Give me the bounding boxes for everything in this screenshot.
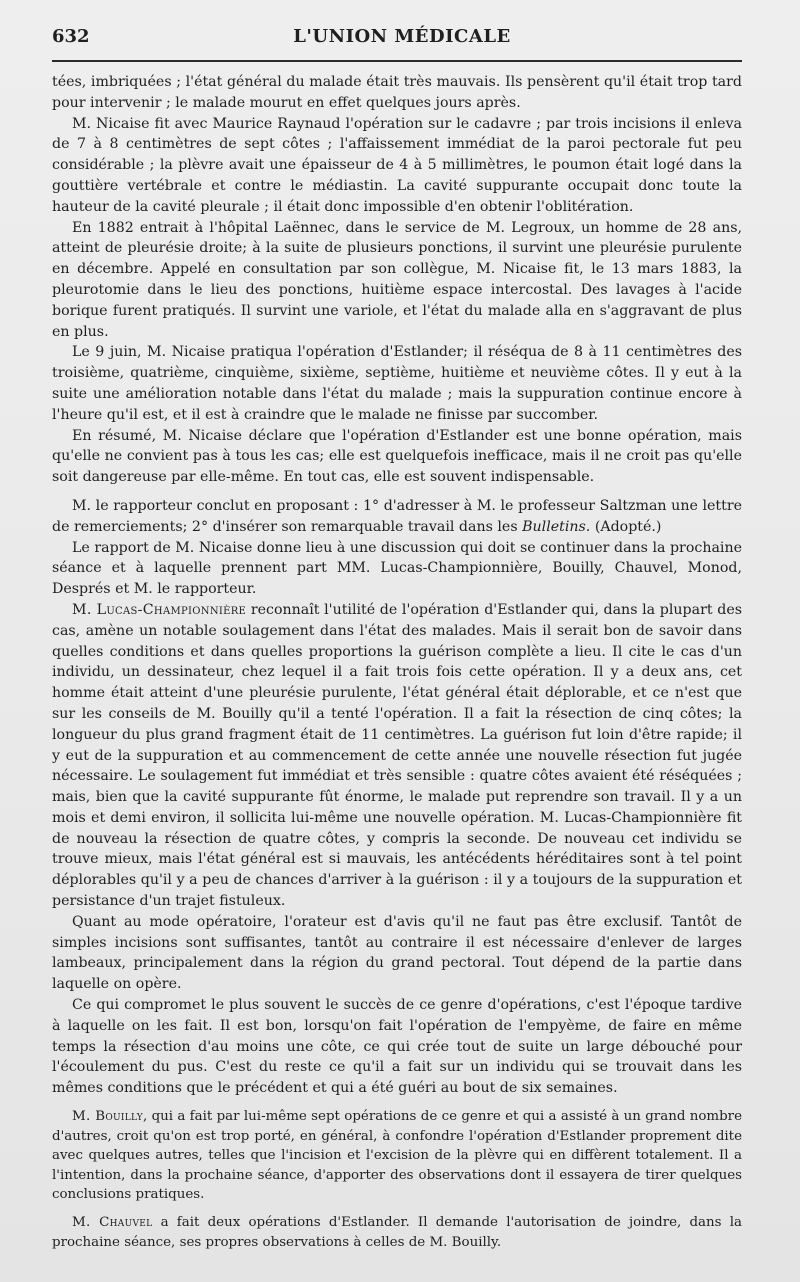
paragraph-12-text: a fait deux opérations d'Estlander. Il demande l'autorisation de joindre, dans la prochaine séance, ses propres observations à celles de M. Bouilly. [52,1215,743,1250]
paragraph-6 [52,496,742,538]
paragraph-8-text: reconnaît l'utilité de l'opération d'Estlander qui, dans la plupart des cas, amène un notable soulagement dans l'état des malades. Mais il serait bon de savoir dans quelles conditions et dans quelles proportions la guérison complète a lieu. Il cite le cas d'un individu, un dessinateur, chez lequel il a fait trois fois cette opération. Il y a deux ans, cet homme était atteint d'une pleurésie purulente, l'état général était déplorable, et ce n'est que sur les conseils de M. Bouilly qu'il a tenté l'opération. Il a fait la résection de cinq côtes; la longueur du plus grand fragment était de 11 centimètres. La guérison fut loin d'être rapide; il y eut de la suppuration et au commencement de cette année une nouvelle résection fut jugée nécessaire. Le soulagement fut immédiat et très sensible : quatre côtes avaient été réséquées ; mais, bien que la cavité suppurante fût énorme, le malade put reprendre son travail. Il y a un mois et demi environ, il sollicita lui-même une nouvelle opération. M. Lucas-Championnière fit de nouveau la résection de quatre côtes, y compris la seconde. De nouveau cet individu se trouve mieux, mais l'état général est si mauvais, les antécédents héréditaires sont à tel point déplorables qu'il y a peu de chances d'arriver à la guérison : il y a toujours de la suppuration et persistance d'un trajet fistuleux. [52,601,742,910]
article-body [52,72,742,1099]
paragraph-5: En résumé, M. Nicaise déclare que l'opération d'Estlander est une bonne opération, mais qu'elle ne convient pas à tous les cas; elle est quelquefois inefficace, mais il ne croit pas qu'elle soit dangereuse par elle-même. En tout cas, elle est souvent indispensable. [52,427,742,486]
speaker-name: M. Bouilly [72,1109,143,1125]
page-number: 632 [52,26,90,47]
paragraph-10: Ce qui compromet le plus souvent le succès de ce genre d'opérations, c'est l'époque tardive à laquelle on les fait. Il est bon, lorsqu'on fait l'opération de l'empyème, de faire en même temps la résection d'au moins une côte, ce qui crée tout de suite un large débouché pour l'écoulement du pus. C'est du reste ce qu'il a fait sur un individu qui se trouvait dans les mêmes conditions que le précédent et qui a été guéri au bout de six semaines. [52,997,742,1097]
paragraph-6-text: M. le rapporteur conclut en proposant : 1° d'adresser à M. le professeur Saltzman une lettre de remerciements; 2° d'insérer son remarquable travail dans les [52,497,742,535]
paragraph-11 [52,1107,742,1205]
paragraph-12 [52,1213,742,1252]
paragraph-6-adopted: (Adopté.) [590,518,662,535]
paragraph-9: Quant au mode opératoire, l'orateur est d'avis qu'il ne faut pas être exclusif. Tantôt de simples incisions sont suffisantes, tantôt au contraire il est nécessaire d'enlever de larges lambeaux, principalement dans la région du grand pectoral. Tout dépend de la partie dans laquelle on opère. [52,913,742,993]
paragraph-7: Le rapport de M. Nicaise donne lieu à une discussion qui doit se continuer dans la prochaine séance et à laquelle prennent part MM. Lucas-Championnière, Bouilly, Chauvel, Monod, Després et M. le rapporteur. [52,539,742,598]
paragraph-4: Le 9 juin, M. Nicaise pratiqua l'opération d'Estlander; il réséqua de 8 à 11 centimètres des troisième, quatrième, cinquième, sixième, septième, huitième et neuvième côtes. Il y eut à la suite une amélioration notable dans l'état du malade ; mais la suppuration continue encore à l'heure qu'il est, et il est à craindre que le malade ne finisse par succomber. [52,344,742,423]
paragraph-3: En 1882 entrait à l'hôpital Laënnec, dans le service de M. Legroux, un homme de 28 ans, atteint de pleurésie droite; à la suite de plusieurs ponctions, il survint une pleurésie purulente en décembre. Appelé en consultation par son collègue, M. Nicaise fit, le 13 mars 1883, la pleurotomie dans le lieu des ponctions, huitième espace intercostal. Des lavages à l'acide borique furent pratiqués. Il survint une variole, et l'état du malade alla en s'aggravant de plus en plus. [52,219,742,340]
speaker-name: M. Lucas-Championnière [72,601,247,618]
running-title: L'UNION MÉDICALE [293,26,511,47]
bulletins-title: Bulletins. [522,518,591,535]
article-body-small [52,1107,742,1252]
paragraph-1: tées, imbriquées ; l'état général du malade était très mauvais. Ils pensèrent qu'il était trop tard pour intervenir ; le malade mourut en effet quelques jours après. [52,74,742,111]
page-header [52,26,742,58]
paragraph-2: M. Nicaise fit avec Maurice Raynaud l'opération sur le cadavre ; par trois incisions il enleva de 7 à 8 centimètres de sept côtes ; l'affaissement immédiat de la paroi pectorale fut peu considérable ; la plèvre avait une épaisseur de 4 à 5 millimètres, le poumon était logé dans la gouttière vertébrale et contre le médiastin. La cavité suppurante occupait donc toute la hauteur de la cavité pleurale ; il était donc impossible d'en obtenir l'oblitération. [52,115,742,215]
header-rule [52,60,742,62]
paragraph-8 [52,600,742,912]
paragraph-11-text: , qui a fait par lui-même sept opérations de ce genre et qui a assisté à un grand nombre d'autres, croit qu'on est trop porté, en général, à confondre l'opération d'Estlander proprement dite avec quelques autres, telles que l'incision et l'excision de la plèvre qui en diffèrent totalement. Il a l'intention, dans la prochaine séance, d'apporter des observations dont il essayera de tirer quelques conclusions pratiques. [52,1109,742,1203]
speaker-name: M. Chauvel [72,1215,153,1231]
